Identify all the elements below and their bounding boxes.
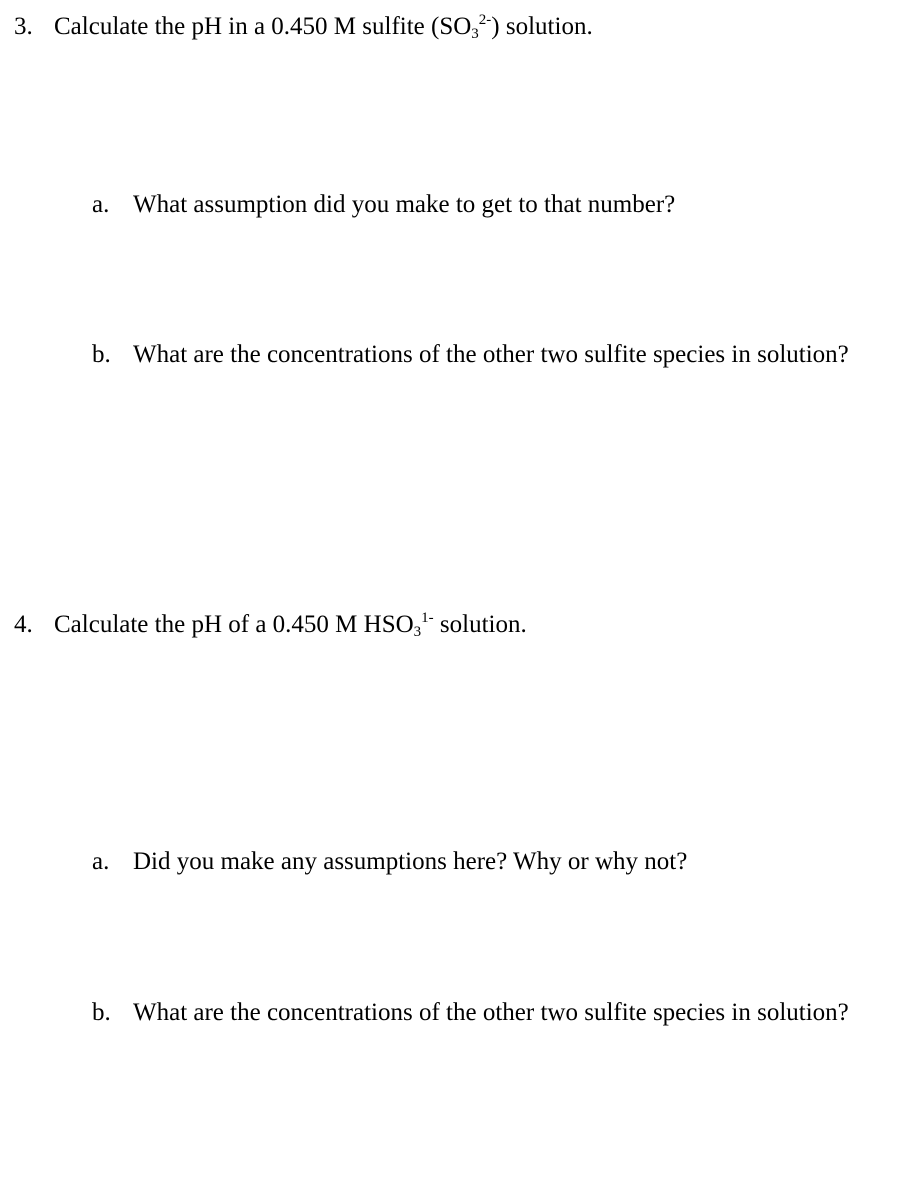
formula-charge-superscript: 1- (421, 610, 434, 626)
question-text-end: solution. (433, 611, 527, 638)
part-label: b. (92, 999, 111, 1026)
part-text: What assumption did you make to get to that number? (133, 191, 676, 218)
question-text-end: ) solution. (491, 13, 593, 40)
question-text (54, 12, 593, 42)
part-label: a. (92, 848, 110, 875)
formula-charge-superscript: 2- (478, 12, 492, 28)
question-text-start: Calculate the pH in a 0.450 M sulfite (SO (54, 13, 472, 40)
part-label: b. (92, 341, 111, 368)
part-text: What are the concentrations of the other two sulfite species in solution? (133, 341, 849, 368)
part-label: a. (92, 191, 110, 218)
question-number: 4. (14, 611, 33, 638)
formula-subscript: 3 (413, 624, 422, 640)
question-text-start: Calculate the pH of a 0.450 M HSO (54, 611, 414, 638)
part-text: Did you make any assumptions here? Why or why not? (133, 848, 688, 875)
formula-subscript: 3 (471, 26, 479, 42)
part-text: What are the concentrations of the other two sulfite species in solution? (133, 999, 849, 1026)
question-text (54, 610, 527, 640)
question-number: 3. (14, 13, 33, 40)
